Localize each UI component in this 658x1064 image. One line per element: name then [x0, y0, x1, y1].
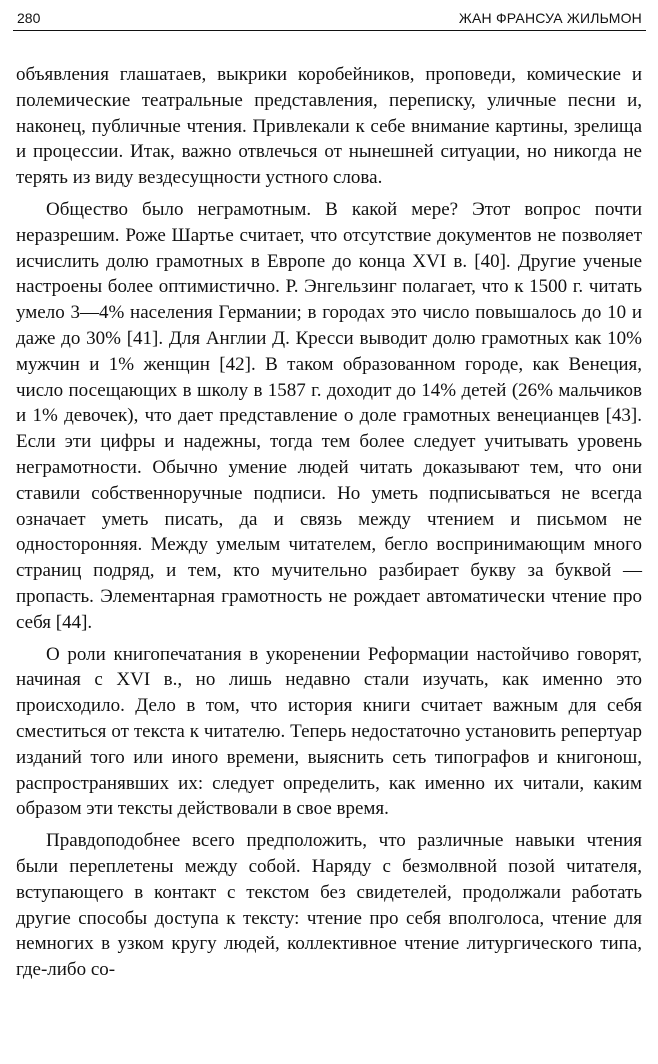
running-header [13, 6, 646, 31]
paragraph-reading-practices: Правдоподобнее всего предположить, что различные навыки чтения были переплетены между собой. Наряду с безмолвной позой читателя, вступающего в контакт с текстом без свидетелей, продолжали работать другие способы доступа к тексту: чтение про себя вполголоса, чтение для немногих в узком кругу людей, коллективное чтение литургического типа, где-либо со- [16, 830, 642, 981]
paragraph-printing-reformation: О роли книгопечатания в укоренении Реформации настойчиво говорят, начиная с XVI в., но лишь недавно стали изучать, как именно это происходило. Дело в том, что история книги считает важным для себя сместиться от текста к читателю. Теперь недостаточно установить репертуар изданий того или иного времени, выяснить сеть типографов и книгонош, распространявших их: следует определить, как именно их читали, каким образом эти тексты действовали в свое время. [16, 643, 642, 820]
body-text [16, 62, 642, 989]
running-title: ЖАН ФРАНСУА ЖИЛЬМОН [458, 10, 642, 26]
page-number: 280 [17, 10, 41, 26]
paragraph-literacy: Общество было неграмотным. В какой мере? Этот вопрос почти неразрешим. Роже Шартье считает, что отсутствие документов не позволяет исчислить долю грамотных в Европе до конца XVI в. [40]. Другие ученые настроены более оптимистично. Р. Энгельзинг полагает, что к 1500 г. читать умело 3—4% населения Германии; в городах это число повышалось до 10 и даже до 30% [41]. Для Англии Д. Кресси выводит долю грамотных как 10% мужчин и 1% женщин [42]. В таком образованном городе, как Венеция, число посещающих в школу в 1587 г. доходит до 14% детей (26% мальчиков и 1% девочек), что дает представление о доле грамотных венецианцев [43]. Если эти цифры и надежны, тогда тем более следует учитывать уровень неграмотности. Обычно умение людей читать доказывают тем, что они ставили собственноручные подписи. Но уметь подписываться не всегда означает уметь писать, да и связь между чтением и письмом не односторонняя. Между умелым читателем, бегло воспринимающим много страниц подряд, и тем, кто мучительно разбирает букву за буквой — пропасть. Элементарная грамотность не рождает автоматически чтение про себя [44]. [16, 198, 642, 633]
paragraph-continuation: объявления глашатаев, выкрики коробейников, проповеди, комические и полемические театральные представления, переписку, уличные песни и, наконец, публичные чтения. Привлекали к себе внимание картины, зрелища и процессии. Итак, важно отвлечься от нынешней ситуации, но никогда не терять из виду вездесущности устного слова. [16, 64, 642, 189]
